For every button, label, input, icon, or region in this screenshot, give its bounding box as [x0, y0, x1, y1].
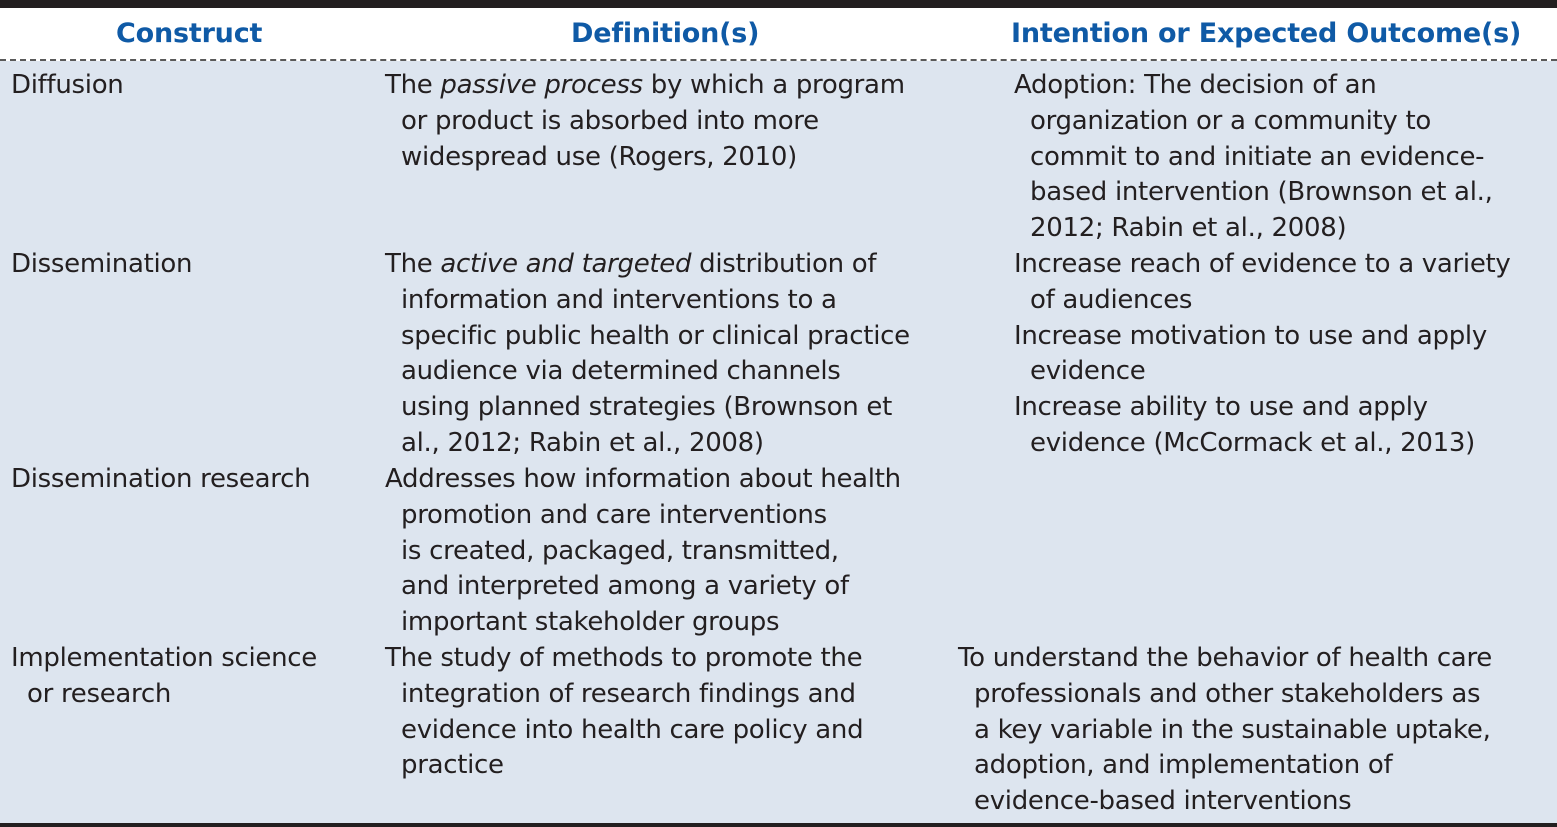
- header-outcome: Intention or Expected Outcome(s): [1011, 18, 1522, 49]
- definition-line: or product is absorbed into more: [401, 105, 819, 136]
- row-dissemination-research-construct: [11, 462, 310, 498]
- row-diffusion-outcome: [1014, 68, 1493, 247]
- outcome-line: commit to and initiate an evidence-: [1030, 141, 1485, 172]
- definition-line: and interpreted among a variety of: [401, 571, 849, 602]
- definition-emphasis: active and targeted: [440, 249, 692, 279]
- definition-emphasis: passive process: [440, 70, 643, 100]
- definition-line: The study of methods to promote the: [385, 643, 863, 673]
- outcome-line: Increase motivation to use and apply: [1014, 320, 1487, 351]
- outcome-line: of audiences: [1030, 284, 1193, 315]
- outcome-line: based intervention (Brownson et al.,: [1030, 177, 1493, 208]
- definition-line: al., 2012; Rabin et al., 2008): [401, 427, 764, 458]
- definition-text: distribution of: [691, 249, 877, 279]
- outcome-line: a key variable in the sustainable uptake,: [974, 714, 1491, 745]
- row-implementation-outcome: [958, 641, 1492, 820]
- definition-line: evidence into health care policy and: [401, 714, 864, 745]
- construct-line: Implementation science: [11, 643, 317, 673]
- definition-line: important stakeholder groups: [401, 607, 780, 638]
- definition-line: widespread use (Rogers, 2010): [401, 141, 797, 172]
- definition-text: by which a program: [642, 70, 905, 100]
- outcome-line: organization or a community to: [1030, 105, 1431, 136]
- construct-line: Diffusion: [11, 70, 124, 100]
- outcome-line: evidence (McCormack et al., 2013): [1030, 427, 1475, 458]
- row-dissemination-definition: [385, 247, 910, 462]
- outcome-line: evidence: [1030, 356, 1146, 387]
- outcome-line: Increase ability to use and apply: [1014, 392, 1428, 423]
- definition-line: Addresses how information about health: [385, 464, 901, 494]
- definition-line: specific public health or clinical practice: [401, 320, 910, 351]
- row-dissemination-construct: [11, 247, 192, 283]
- definition-line: practice: [401, 750, 504, 781]
- definition-line: information and interventions to a: [401, 284, 837, 315]
- definition-text: The: [385, 70, 441, 100]
- definition-line: audience via determined channels: [401, 356, 841, 387]
- outcome-line: professionals and other stakeholders as: [974, 678, 1481, 709]
- outcome-line: evidence-based interventions: [974, 786, 1352, 817]
- row-diffusion-construct: [11, 68, 124, 104]
- definition-line: integration of research findings and: [401, 678, 856, 709]
- construct-line: Dissemination research: [11, 464, 311, 494]
- row-dissemination-research-definition: [385, 462, 901, 641]
- definition-line: [385, 68, 905, 104]
- outcome-line: Increase reach of evidence to a variety: [1014, 249, 1511, 279]
- row-implementation-construct: [11, 641, 317, 713]
- table-header: [0, 8, 1557, 60]
- table-body: [0, 61, 1557, 823]
- header-definition: Definition(s): [571, 18, 760, 49]
- definition-line: is created, packaged, transmitted,: [401, 535, 839, 566]
- row-implementation-definition: [385, 641, 863, 784]
- row-diffusion-definition: [385, 68, 905, 175]
- row-dissemination-outcome: [1014, 247, 1511, 462]
- outcome-line: To understand the behavior of health care: [958, 643, 1492, 673]
- construct-line: or research: [27, 678, 172, 709]
- header-construct: Construct: [116, 18, 263, 49]
- definition-line: promotion and care interventions: [401, 499, 827, 530]
- outcome-line: Adoption: The decision of an: [1014, 70, 1377, 100]
- outcome-line: 2012; Rabin et al., 2008): [1030, 213, 1347, 244]
- outcome-line: adoption, and implementation of: [974, 750, 1393, 781]
- definition-line: using planned strategies (Brownson et: [401, 392, 893, 423]
- bottom-rule: [0, 823, 1557, 827]
- definition-text: The: [385, 249, 441, 279]
- definition-line: [385, 247, 910, 283]
- construct-line: Dissemination: [11, 249, 193, 279]
- top-rule: [0, 0, 1557, 8]
